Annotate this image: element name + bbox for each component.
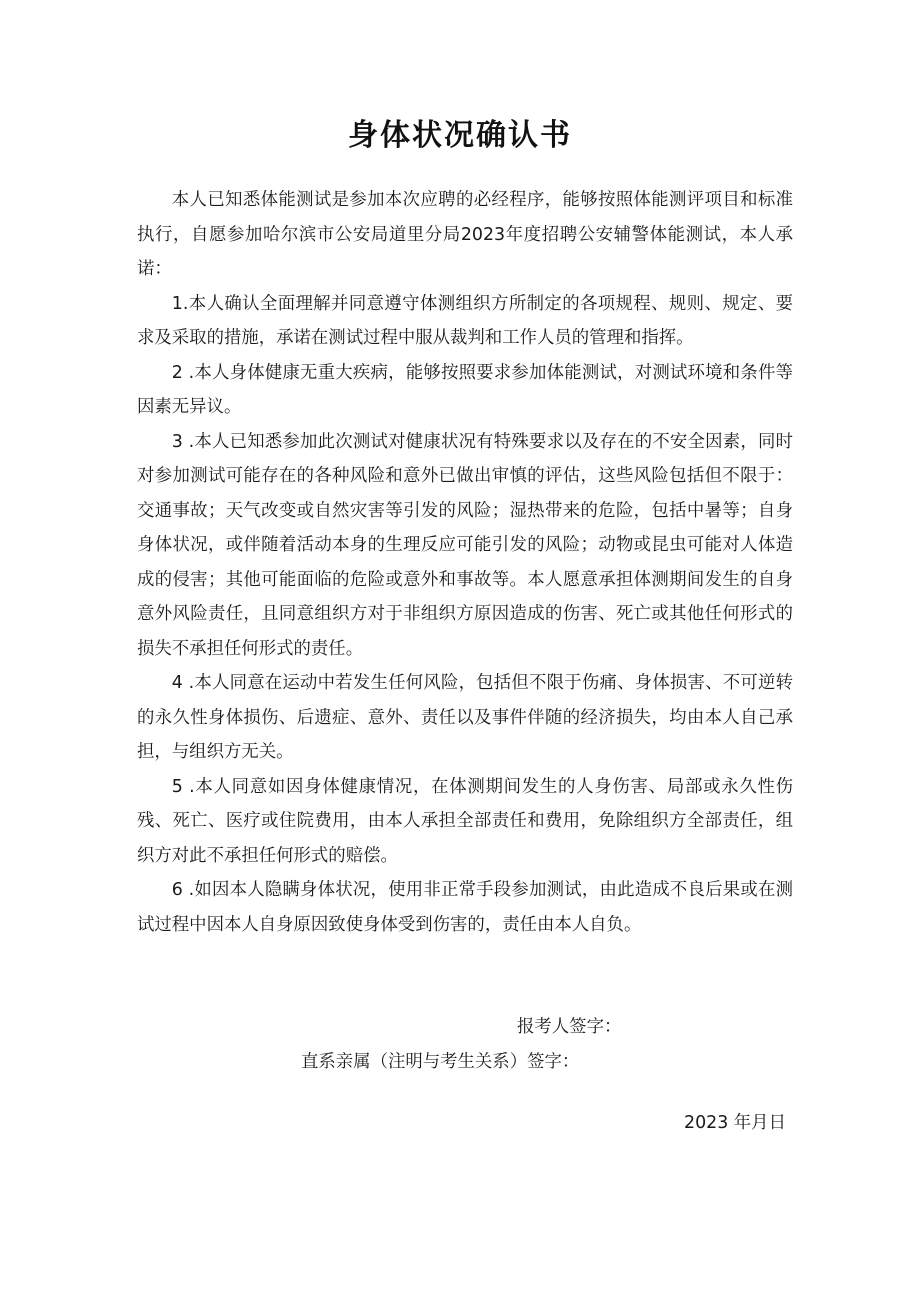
commitment-item-4: 4 .本人同意在运动中若发生任何风险，包括但不限于伤痛、身体损害、不可逆转的永久性身体损伤、后遗症、意外、责任以及事件伴随的经济损失，均由本人自己承担，与组织方无关。 xyxy=(137,673,793,762)
commitment-item-6: 6 .如因本人隐瞒身体状况，使用非正常手段参加测试，由此造成不良后果或在测试过程中因本人自身原因致使身体受到伤害的，责任由本人自负。 xyxy=(137,880,793,935)
intro-paragraph: 本人已知悉体能测试是参加本次应聘的必经程序，能够按照体能测评项目和标准执行，自愿参加哈尔滨市公安局道里分局2023年度招聘公安辅警体能测试，本人承诺： xyxy=(137,190,793,279)
date-line: 2023 年月日 xyxy=(684,1113,786,1133)
commitment-item-2: 2 .本人身体健康无重大疾病，能够按照要求参加体能测试，对测试环境和条件等因素无异议。 xyxy=(137,362,793,417)
commitment-item-1: 1.本人确认全面理解并同意遵守体测组织方所制定的各项规程、规则、规定、要求及采取的措施，承诺在测试过程中服从裁判和工作人员的管理和指挥。 xyxy=(137,293,793,348)
commitment-item-5: 5 .本人同意如因身体健康情况，在体测期间发生的人身伤害、局部或永久性伤残、死亡、医疗或住院费用，由本人承担全部责任和费用，免除组织方全部责任，组织方对此不承担任何形式的赔偿。 xyxy=(137,776,793,866)
commitment-item-3: 3 .本人已知悉参加此次测试对健康状况有特殊要求以及存在的不安全因素，同时对参加测试可能存在的各种风险和意外已做出审慎的评估，这些风险包括但不限于：交通事故；天气改变或自然灾害等引发的风险；湿热带来的危险，包括中暑等；自身身体状况，或伴随着活动本身的生理反应可能引发的风险；动物或昆虫可能对人体造成的侵害；其他可能面临的危险或意外和事故等。本人愿意承担体测期间发生的自身意外风险责任，且同意组织方对于非组织方原因造成的伤害、死亡或其他任何形式的损失不承担任何形式的责任。 xyxy=(137,431,793,659)
relative-signature-label: 直系亲属（注明与考生关系）签字： xyxy=(301,1052,580,1072)
applicant-signature-label: 报考人签字： xyxy=(517,1017,622,1037)
document-body xyxy=(137,183,793,942)
document-title: 身体状况确认书 xyxy=(348,118,572,153)
